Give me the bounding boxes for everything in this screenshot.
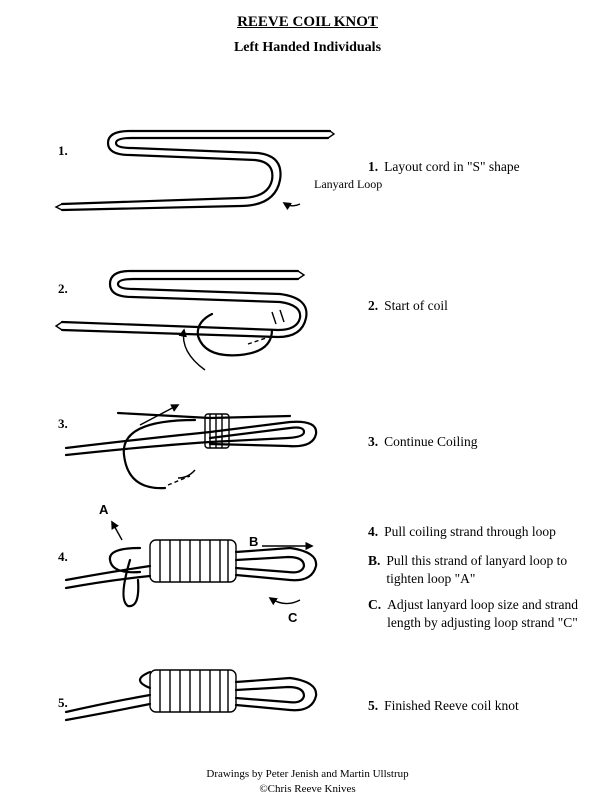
step-1-desc: Layout cord in "S" shape	[384, 159, 520, 174]
step-3-number: 3.	[58, 416, 68, 431]
step-5-number: 5.	[58, 695, 68, 710]
step-3-drawing	[66, 405, 316, 488]
step-3-desc: Continue Coiling	[384, 434, 478, 449]
footer-copyright: ©Chris Reeve Knives	[259, 783, 356, 795]
step-4-desc: Pull coiling strand through loop	[384, 524, 556, 539]
step-5-drawing	[66, 670, 316, 720]
step-1-drawing	[56, 131, 334, 210]
step-1-number: 1.	[58, 143, 68, 158]
label-b: B	[249, 534, 259, 549]
step-5-desc: Finished Reeve coil knot	[384, 698, 519, 713]
step-4-number: 4.	[58, 549, 68, 564]
step-2-label: 2.	[368, 298, 379, 313]
step-2-drawing	[56, 271, 306, 370]
label-a: A	[99, 502, 109, 517]
page-subtitle: Left Handed Individuals	[233, 40, 382, 55]
step-4-label: 4.	[368, 524, 379, 539]
step-3-label: 3.	[368, 434, 379, 449]
step-2-number: 2.	[58, 281, 68, 296]
step-4-drawing	[66, 522, 316, 606]
label-c: C	[288, 610, 298, 625]
substep-b-desc: Pull this strand of lanyard loop to tighten loop "A"	[386, 553, 568, 586]
substep-c-desc: Adjust lanyard loop size and strand length by adjusting loop strand "C"	[387, 597, 578, 630]
lanyard-loop-label: Lanyard Loop	[314, 177, 383, 191]
step-2-desc: Start of coil	[384, 298, 448, 313]
page-title: REEVE COIL KNOT	[237, 14, 378, 30]
step-1-label: 1.	[368, 159, 379, 174]
footer-credits: Drawings by Peter Jenish and Martin Ullstrup	[206, 768, 409, 780]
step-5-label: 5.	[368, 698, 379, 713]
substep-b-label: B.	[368, 553, 381, 568]
substep-c-label: C.	[368, 597, 382, 612]
